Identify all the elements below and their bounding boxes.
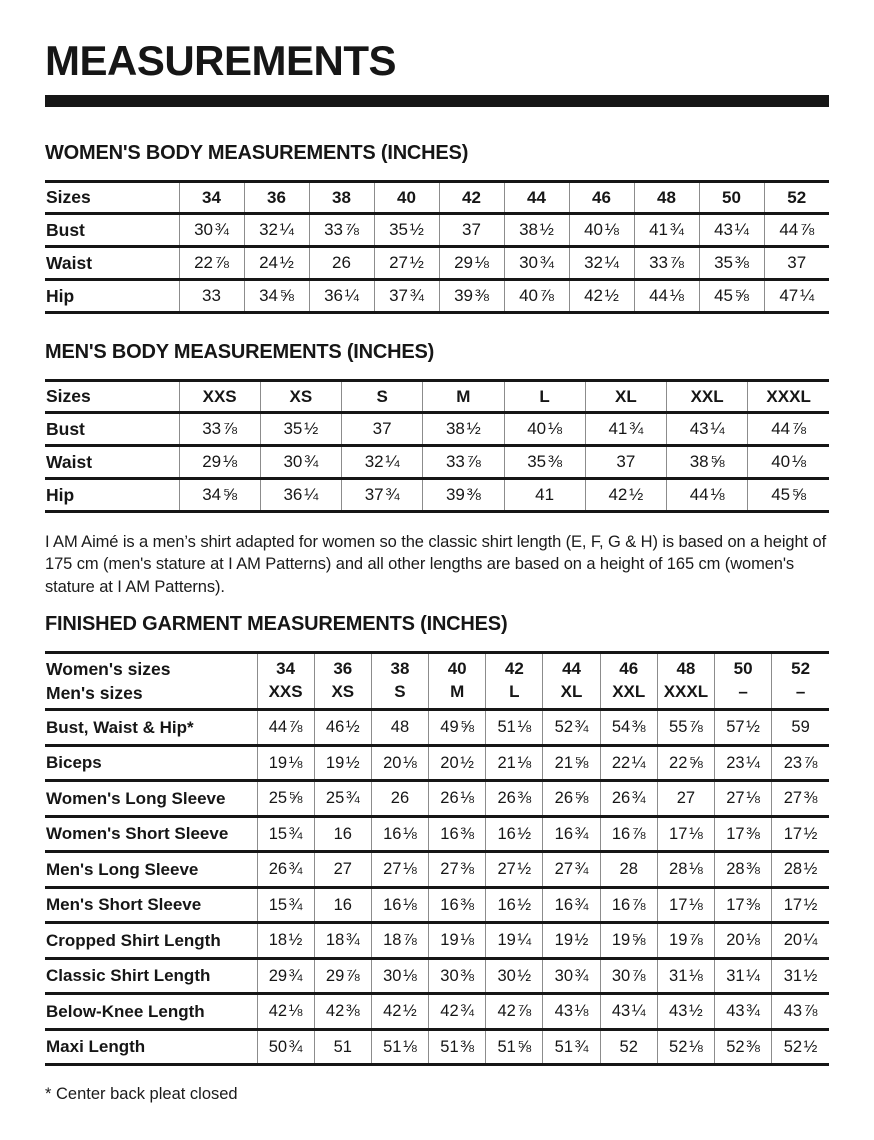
measurement-cell: 25 ⅝ [257, 781, 314, 817]
measurement-cell: 38 ½ [504, 214, 569, 247]
size-column-header [585, 381, 666, 413]
size-column-header-line: 42 [504, 659, 524, 679]
measurement-cell: 26 [371, 781, 428, 817]
measurement-cell: 40 ⅞ [504, 280, 569, 313]
measurement-cell: 35 ⅜ [504, 446, 585, 479]
measurement-cell: 27 ¾ [543, 852, 600, 888]
measurement-cell: 23 ¼ [715, 745, 772, 781]
row-label: Men's Short Sleeve [45, 887, 257, 923]
shirt-length-note: I AM Aimé is a men’s shirt adapted for women so the classic shirt length (E, F, G & H) is based on a height of 175 cm (men's stature at I AM Patterns) and all other lengths are based on a height of 165 cm (women's stature at I AM Patterns). [45, 533, 827, 596]
measurement-cell: 16 ⅜ [429, 887, 486, 923]
measurement-cell: 19 ⅛ [429, 923, 486, 959]
measurement-cell: 17 ⅜ [715, 887, 772, 923]
measurement-cell: 44 ⅞ [257, 710, 314, 746]
measurement-cell: 27 [657, 781, 714, 817]
measurement-cell: 42 ⅞ [486, 994, 543, 1030]
size-column-header-line: – [738, 682, 748, 702]
size-column-header [374, 182, 439, 214]
table-row [45, 745, 829, 781]
size-column-header-line: 48 [676, 659, 696, 679]
measurement-cell: 45 ⅝ [699, 280, 764, 313]
row-label: Bust [45, 214, 179, 247]
measurement-cell: 36 ¼ [260, 479, 341, 512]
size-column-header-line: 50 [722, 187, 741, 207]
measurement-cell: 19 ⅝ [600, 923, 657, 959]
measurement-cell: 16 ¾ [543, 887, 600, 923]
measurement-cell: 30 ¾ [504, 247, 569, 280]
row-label: Maxi Length [45, 1029, 257, 1065]
table-row [45, 958, 829, 994]
row-label: Bust, Waist & Hip* [45, 710, 257, 746]
measurement-cell: 47 ¼ [764, 280, 829, 313]
table-row [45, 781, 829, 817]
size-column-header [748, 381, 829, 413]
measurement-cell: 32 ¼ [342, 446, 423, 479]
measurement-cell: 27 [314, 852, 371, 888]
measurement-cell: 16 ½ [486, 816, 543, 852]
measurement-cell: 42 ½ [569, 280, 634, 313]
measurement-cell: 33 ⅞ [309, 214, 374, 247]
size-column-header-line: XXS [268, 682, 303, 702]
measurement-cell: 43 ¼ [699, 214, 764, 247]
measurement-cell: 27 ⅜ [429, 852, 486, 888]
measurement-cell: 33 ⅞ [423, 446, 504, 479]
measurement-cell: 27 ½ [374, 247, 439, 280]
row-label: Waist [45, 446, 179, 479]
womens-body-measurements-table [45, 180, 829, 314]
size-column-header-line: 44 [527, 187, 546, 207]
measurement-cell: 34 ⅝ [179, 479, 260, 512]
measurement-cell: 42 ¾ [429, 994, 486, 1030]
measurement-cell: 20 ¼ [772, 923, 829, 959]
row-label: Cropped Shirt Length [45, 923, 257, 959]
row-label: Hip [45, 479, 179, 512]
measurement-cell: 30 ⅛ [371, 958, 428, 994]
measurement-cell: 42 ½ [371, 994, 428, 1030]
size-column-header [715, 653, 772, 710]
measurement-cell: 30 ¾ [543, 958, 600, 994]
size-column-header-line: 44 [562, 659, 581, 679]
size-column-header-line: XL [615, 386, 637, 406]
header-label-line: Women's sizes [46, 658, 171, 679]
measurement-cell: 19 ½ [543, 923, 600, 959]
size-column-header-line: M [450, 682, 465, 702]
size-column-header [600, 653, 657, 710]
measurement-cell: 16 ⅛ [371, 887, 428, 923]
table-row [45, 247, 829, 280]
measurement-cell: 37 [342, 413, 423, 446]
measurement-cell: 32 ¼ [244, 214, 309, 247]
measurement-cell: 17 ⅜ [715, 816, 772, 852]
measurement-cell: 49 ⅝ [429, 710, 486, 746]
size-column-header-line: 40 [397, 187, 416, 207]
size-column-header-line: 46 [592, 187, 611, 207]
measurement-cell: 20 ⅛ [371, 745, 428, 781]
measurement-cell: 59 [772, 710, 829, 746]
measurement-cell: 16 [314, 816, 371, 852]
measurement-cell: 40 ⅛ [504, 413, 585, 446]
size-column-header [371, 653, 428, 710]
measurement-cell: 18 ½ [257, 923, 314, 959]
measurement-cell: 50 ¾ [257, 1029, 314, 1065]
measurement-cell: 52 [600, 1029, 657, 1065]
measurement-cell: 29 ⅛ [439, 247, 504, 280]
measurement-cell: 40 ⅛ [748, 446, 829, 479]
measurement-cell: 44 ⅞ [764, 214, 829, 247]
measurement-cell: 52 ⅛ [657, 1029, 714, 1065]
header-label-line: Sizes [46, 386, 91, 406]
measurement-cell: 19 ¼ [486, 923, 543, 959]
pleat-footnote: * Center back pleat closed [45, 1085, 238, 1104]
header-label [45, 653, 257, 710]
measurement-cell: 44 ⅛ [634, 280, 699, 313]
table-row [45, 1029, 829, 1065]
measurement-cell: 33 [179, 280, 244, 313]
measurement-cell: 35 ½ [260, 413, 341, 446]
measurement-cell: 17 ½ [772, 816, 829, 852]
size-column-header-line: XXL [612, 682, 646, 702]
measurement-cell: 40 ⅛ [569, 214, 634, 247]
measurement-cell: 27 ⅛ [371, 852, 428, 888]
header-label [45, 381, 179, 413]
measurement-cell: 28 [600, 852, 657, 888]
measurement-cell: 52 ½ [772, 1029, 829, 1065]
size-column-header [314, 653, 371, 710]
measurement-cell: 28 ⅛ [657, 852, 714, 888]
measurement-cell: 37 ¾ [342, 479, 423, 512]
size-column-header-line: XXXL [663, 682, 709, 702]
row-label: Classic Shirt Length [45, 958, 257, 994]
measurement-cell: 39 ⅜ [423, 479, 504, 512]
size-column-header [257, 653, 314, 710]
size-column-header [569, 182, 634, 214]
measurement-cell: 43 ⅛ [543, 994, 600, 1030]
measurement-cell: 43 ¼ [667, 413, 748, 446]
size-column-header [543, 653, 600, 710]
size-column-header-line: M [456, 386, 471, 406]
table-row [45, 280, 829, 313]
measurement-cell: 43 ¾ [715, 994, 772, 1030]
size-column-header-line: 52 [787, 187, 807, 207]
table-row [45, 413, 829, 446]
measurement-cell: 29 ⅞ [314, 958, 371, 994]
size-column-header-line: 36 [267, 187, 286, 207]
measurement-cell: 15 ¾ [257, 816, 314, 852]
measurement-cell: 16 ½ [486, 887, 543, 923]
measurement-cell: 41 [504, 479, 585, 512]
measurement-cell: 31 ⅛ [657, 958, 714, 994]
size-column-header [179, 381, 260, 413]
measurement-cell: 19 ⅞ [657, 923, 714, 959]
measurement-cell: 29 ¾ [257, 958, 314, 994]
measurement-cell: 51 ⅛ [486, 710, 543, 746]
measurement-cell: 37 [439, 214, 504, 247]
measurement-cell: 17 ½ [772, 887, 829, 923]
header-label [45, 182, 179, 214]
size-column-header-line: XXXL [766, 386, 811, 406]
size-column-header-line: L [509, 682, 520, 702]
measurement-cell: 27 ⅛ [715, 781, 772, 817]
measurement-cell: 37 [764, 247, 829, 280]
measurement-cell: 38 ½ [423, 413, 504, 446]
measurement-cell: 23 ⅞ [772, 745, 829, 781]
size-column-header [179, 182, 244, 214]
measurement-cell: 46 ½ [314, 710, 371, 746]
measurement-cell: 31 ¼ [715, 958, 772, 994]
measurement-cell: 16 ⅞ [600, 816, 657, 852]
size-column-header [504, 381, 585, 413]
size-column-header-line: 52 [791, 659, 811, 679]
size-column-header [504, 182, 569, 214]
measurement-cell: 33 ⅞ [179, 413, 260, 446]
measurement-cell: 37 [585, 446, 666, 479]
measurement-cell: 30 ⅞ [600, 958, 657, 994]
size-column-header [429, 653, 486, 710]
table-row [45, 214, 829, 247]
measurement-cell: 16 [314, 887, 371, 923]
measurement-cell: 19 ½ [314, 745, 371, 781]
size-column-header-line: 34 [202, 187, 221, 207]
size-column-header [439, 182, 504, 214]
measurement-cell: 22 ¼ [600, 745, 657, 781]
measurement-cell: 27 ⅜ [772, 781, 829, 817]
measurement-cell: 51 [314, 1029, 371, 1065]
measurement-cell: 17 ⅛ [657, 887, 714, 923]
size-column-header-line: S [394, 682, 406, 702]
measurement-cell: 27 ½ [486, 852, 543, 888]
measurement-cell: 44 ⅛ [667, 479, 748, 512]
size-column-header [764, 182, 829, 214]
size-column-header-line: XS [289, 386, 313, 406]
measurement-cell: 25 ¾ [314, 781, 371, 817]
measurement-cell: 30 ⅜ [429, 958, 486, 994]
measurement-cell: 55 ⅞ [657, 710, 714, 746]
measurement-cell: 44 ⅞ [748, 413, 829, 446]
measurement-cell: 22 ⅞ [179, 247, 244, 280]
table-row [45, 479, 829, 512]
size-column-header-line: 42 [462, 187, 481, 207]
size-column-header [657, 653, 714, 710]
size-column-header-line: 48 [657, 187, 676, 207]
measurement-cell: 26 ¾ [600, 781, 657, 817]
row-label: Waist [45, 247, 179, 280]
measurement-cell: 52 ¾ [543, 710, 600, 746]
size-column-header-line: 38 [332, 187, 351, 207]
measurement-cell: 51 ⅝ [486, 1029, 543, 1065]
measurement-cell: 38 ⅝ [667, 446, 748, 479]
size-column-header-line: 34 [276, 659, 296, 679]
table-header-row [45, 182, 829, 214]
table-header-row [45, 653, 829, 710]
measurement-cell: 37 ¾ [374, 280, 439, 313]
mens-section-heading: MEN'S BODY MEASUREMENTS (INCHES) [45, 341, 435, 363]
size-column-header-line: XL [560, 682, 583, 702]
measurement-cell: 43 ½ [657, 994, 714, 1030]
measurement-cell: 33 ⅞ [634, 247, 699, 280]
size-column-header [342, 381, 423, 413]
measurement-cell: 17 ⅛ [657, 816, 714, 852]
measurement-cell: 48 [371, 710, 428, 746]
measurement-cell: 41 ¾ [634, 214, 699, 247]
measurement-cell: 51 ⅜ [429, 1029, 486, 1065]
measurement-cell: 26 ⅜ [486, 781, 543, 817]
row-label: Hip [45, 280, 179, 313]
measurement-cell: 18 ¾ [314, 923, 371, 959]
measurement-cell: 32 ¼ [569, 247, 634, 280]
measurement-cell: 39 ⅜ [439, 280, 504, 313]
size-column-header-line: 46 [619, 659, 639, 679]
measurement-cell: 26 ¾ [257, 852, 314, 888]
size-column-header-line: XXS [202, 386, 237, 406]
measurement-cell: 43 ¼ [600, 994, 657, 1030]
size-column-header [486, 653, 543, 710]
measurement-cell: 45 ⅝ [748, 479, 829, 512]
mens-body-measurements-table [45, 379, 829, 513]
measurement-cell: 51 ⅛ [371, 1029, 428, 1065]
finished-section-heading: FINISHED GARMENT MEASUREMENTS (INCHES) [45, 613, 508, 636]
size-column-header-line: 38 [390, 659, 410, 679]
measurement-cell: 30 ½ [486, 958, 543, 994]
size-column-header [634, 182, 699, 214]
row-label: Below-Knee Length [45, 994, 257, 1030]
size-column-header [309, 182, 374, 214]
size-column-header [667, 381, 748, 413]
size-column-header [699, 182, 764, 214]
measurement-cell: 41 ¾ [585, 413, 666, 446]
measurement-cell: 26 ⅛ [429, 781, 486, 817]
finished-garment-measurements-table [45, 651, 829, 1066]
size-column-header-line: XS [331, 682, 355, 702]
measurement-cell: 35 ⅜ [699, 247, 764, 280]
row-label: Women's Long Sleeve [45, 781, 257, 817]
measurement-cell: 28 ½ [772, 852, 829, 888]
measurement-cell: 20 ⅛ [715, 923, 772, 959]
measurement-cell: 29 ⅛ [179, 446, 260, 479]
measurement-cell: 28 ⅜ [715, 852, 772, 888]
title-divider-bar [45, 95, 829, 107]
measurement-cell: 16 ⅞ [600, 887, 657, 923]
size-column-header-line: 40 [447, 659, 467, 679]
size-column-header [244, 182, 309, 214]
measurement-cell: 26 [309, 247, 374, 280]
measurement-cell: 54 ⅜ [600, 710, 657, 746]
row-label: Women's Short Sleeve [45, 816, 257, 852]
header-label-line: Sizes [46, 187, 91, 207]
size-column-header-line: S [376, 386, 388, 406]
measurement-cell: 34 ⅝ [244, 280, 309, 313]
table-row [45, 923, 829, 959]
measurement-cell: 30 ¾ [260, 446, 341, 479]
measurement-cell: 19 ⅛ [257, 745, 314, 781]
measurement-cell: 15 ¾ [257, 887, 314, 923]
table-row [45, 446, 829, 479]
measurement-cell: 51 ¾ [543, 1029, 600, 1065]
size-column-header [423, 381, 504, 413]
row-label: Biceps [45, 745, 257, 781]
measurement-cell: 16 ⅛ [371, 816, 428, 852]
header-label-line: Men's sizes [46, 683, 143, 704]
table-row [45, 710, 829, 746]
measurement-cell: 16 ¾ [543, 816, 600, 852]
measurement-cell: 42 ½ [585, 479, 666, 512]
size-column-header-line: L [539, 386, 550, 406]
measurement-cell: 35 ½ [374, 214, 439, 247]
page-title: MEASUREMENTS [45, 37, 397, 84]
row-label: Bust [45, 413, 179, 446]
measurement-cell: 42 ⅛ [257, 994, 314, 1030]
size-column-header-line: 36 [333, 659, 353, 679]
measurement-cell: 16 ⅜ [429, 816, 486, 852]
measurement-cell: 43 ⅞ [772, 994, 829, 1030]
table-header-row [45, 381, 829, 413]
row-label: Men's Long Sleeve [45, 852, 257, 888]
measurement-cell: 18 ⅞ [371, 923, 428, 959]
measurement-cell: 26 ⅝ [543, 781, 600, 817]
measurement-cell: 42 ⅜ [314, 994, 371, 1030]
table-row [45, 994, 829, 1030]
measurement-cell: 52 ⅜ [715, 1029, 772, 1065]
womens-section-heading: WOMEN'S BODY MEASUREMENTS (INCHES) [45, 142, 469, 164]
measurement-cell: 21 ⅝ [543, 745, 600, 781]
measurement-cell: 20 ½ [429, 745, 486, 781]
measurement-cell: 22 ⅝ [657, 745, 714, 781]
measurement-cell: 21 ⅛ [486, 745, 543, 781]
table-row [45, 816, 829, 852]
table-row [45, 852, 829, 888]
measurement-cell: 24 ½ [244, 247, 309, 280]
measurement-cell: 57 ½ [715, 710, 772, 746]
table-row [45, 887, 829, 923]
size-column-header-line: – [795, 682, 806, 702]
size-column-header [772, 653, 829, 710]
measurement-cell: 31 ½ [772, 958, 829, 994]
measurement-cell: 36 ¼ [309, 280, 374, 313]
measurement-cell: 30 ¾ [179, 214, 244, 247]
size-column-header [260, 381, 341, 413]
size-column-header-line: XXL [690, 386, 724, 406]
size-column-header-line: 50 [733, 659, 753, 679]
